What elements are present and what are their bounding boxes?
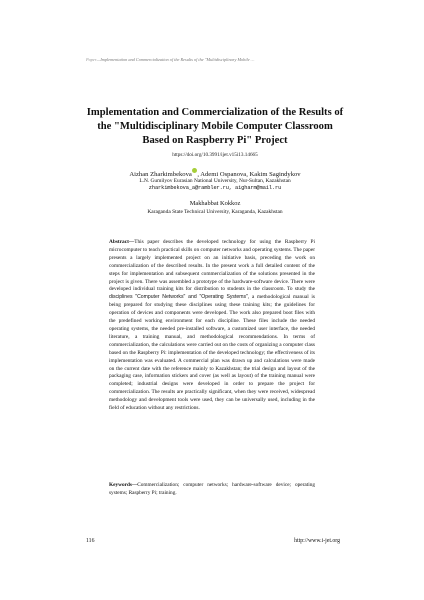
author-second: Makhabbat Kokkoz xyxy=(189,200,241,207)
page-number: 116 xyxy=(86,538,95,544)
affiliation-2: Karaganda State Technical University, Karaganda, Kazakhstan xyxy=(147,209,283,215)
abstract xyxy=(109,239,315,413)
running-header-paper-word: Paper xyxy=(86,57,97,62)
abstract-courses: disciplines "Computer Networks" and "Operating Systems" xyxy=(109,294,248,301)
keywords xyxy=(109,482,315,498)
paper-title: Implementation and Commercialization of the Results of the "Multidisciplinary Mobile Computer Classroom Based on Raspberry Pi" Project xyxy=(86,107,344,146)
abstract-text-1: This paper describes the developed technology for using the Raspberry Pi microcomputer to teach practical skills on computer networks and operating systems. The paper presents a largely implemented project on an initiative basis, preceding the work on commercialization of the described results. In the present work a full detailed content of the steps for implementation and subsequent commercialization of the solutions presented in the project is given. There was assembled a prototype of the hardware-software device. There were developed individual training kits for distribution to students in the classroom. To study the xyxy=(109,239,315,293)
keywords-label: Keywords— xyxy=(109,482,138,488)
doi-line xyxy=(86,152,344,158)
authors-line xyxy=(86,168,344,178)
affiliation-1: L.N. Gumilyov Eurasian National University, Nur-Sultan, Kazakhstan xyxy=(139,178,291,184)
abstract-text-2: , a methodological manual is being prepared for studying these disciplines using these training kits; the guidelines for operation of devices and components were developed. The work also prepared boot files with the predefined working environment for each discipline. These files include the needed operating systems, the needed pre-installed software, a customized user interface, the needed literature, a training manual, and methodological recommendations. In terms of commercialization, the calculations were carried out on the costs of organizing a computer class based on the Raspberry Pi: implementation of the developed technology; the effectiveness of its implementation was evaluated. A commercial plan was drawn up and calculations were made on the current date with the reference mainly to Kazakhstan; the trial design and layout of the packaging case, information stickers and cover (as well as layout) of the training manual were completed; industrial designs were developed in order to prepare the project for commercialization. The results are practically significant, when they were received, widespread methodology and development tools were used, they can be universally used, including in the field of education without any restrictions. xyxy=(109,294,315,412)
abstract-label: Abstract— xyxy=(109,239,135,245)
doi-link[interactable]: https://doi.org/10.3991/ijet.v15i13.14665 xyxy=(172,152,258,158)
running-header-title: —Implementation and Commercialization of the Results of the "Multidisciplinary Mobile … xyxy=(96,57,255,62)
authors-rest: , Ademi Ospanova, Kakim Sagindykov xyxy=(197,171,301,179)
running-header xyxy=(86,57,346,62)
journal-site-link[interactable]: http://www.i-jet.org xyxy=(294,538,340,544)
author-first: Aizhan Zharkimbekova xyxy=(129,171,192,179)
keywords-text: Commercialization; computer networks; hardware-software device; operating systems; Raspberry Pi; training. xyxy=(109,482,315,496)
author-emails[interactable]: zharkimbekova_a@rambler.ru, aigharm@mail.ru xyxy=(148,185,282,191)
